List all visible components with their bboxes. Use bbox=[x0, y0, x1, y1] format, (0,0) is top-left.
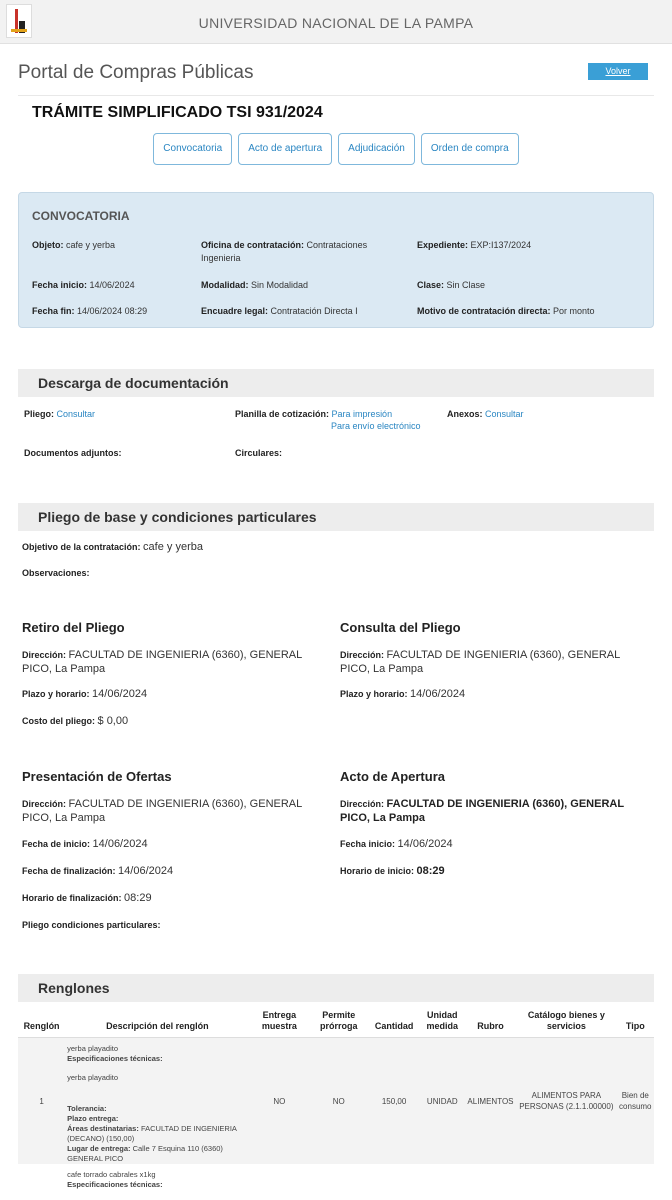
planilla-electronic-link[interactable]: Para envío electrónico bbox=[331, 421, 421, 431]
planilla-print-link[interactable]: Para impresión bbox=[331, 409, 393, 419]
consulta-plazo: Plazo y horario: 14/06/2024 bbox=[340, 688, 466, 700]
catalogo-value: ALIMENTOS PARA PERSONAS (2.1.1.00000) bbox=[516, 1038, 616, 1165]
top-bar bbox=[0, 0, 672, 44]
consulta-title: Consulta del Pliego bbox=[340, 620, 461, 635]
pliego-section-header: Pliego de base y condiciones particulares bbox=[18, 503, 654, 531]
tramite-tabs bbox=[0, 133, 672, 165]
apertura-title: Acto de Apertura bbox=[340, 769, 445, 784]
presentacion-direccion: Dirección: FACULTAD DE INGENIERIA (6360), GENERAL PICO, La Pampa bbox=[22, 798, 302, 824]
table-row bbox=[18, 1038, 654, 1165]
pliego-link[interactable]: Consultar bbox=[56, 409, 96, 419]
table-header-row bbox=[18, 1006, 654, 1038]
entrega-muestra-value: NO bbox=[250, 1038, 309, 1165]
permite-prorroga-value: NO bbox=[309, 1038, 368, 1165]
convocatoria-panel bbox=[18, 192, 654, 328]
apertura-fecha: Fecha inicio: 14/06/2024 bbox=[340, 838, 453, 850]
encuadre-field: Encuadre legal: Contratación Directa I bbox=[201, 306, 358, 316]
planilla-electronic bbox=[331, 420, 421, 432]
portal-title: Portal de Compras Públicas bbox=[18, 62, 254, 83]
cantidad-value: 150,00 bbox=[368, 1038, 419, 1165]
descarga-section-header: Descarga de documentación bbox=[18, 369, 654, 397]
university-name: UNIVERSIDAD NACIONAL DE LA PAMPA bbox=[198, 15, 474, 31]
observaciones-field: Observaciones: bbox=[22, 568, 90, 578]
col-catalogo: Catálogo bienes y servicios bbox=[516, 1006, 616, 1038]
col-rubro: Rubro bbox=[465, 1006, 516, 1038]
col-renglon: Renglón bbox=[18, 1006, 65, 1038]
tab-convocatoria[interactable]: Convocatoria bbox=[153, 133, 232, 165]
retiro-costo: Costo del pliego: $ 0,00 bbox=[22, 715, 129, 727]
circulares-field: Circulares: bbox=[235, 448, 283, 458]
col-tipo: Tipo bbox=[617, 1006, 654, 1038]
col-entrega-muestra: Entrega muestra bbox=[250, 1006, 309, 1038]
retiro-plazo: Plazo y horario: 14/06/2024 bbox=[22, 688, 148, 700]
expediente-field: Expediente: EXP:I137/2024 bbox=[417, 240, 532, 250]
col-cantidad: Cantidad bbox=[368, 1006, 419, 1038]
documentos-adjuntos-field: Documentos adjuntos: bbox=[24, 448, 122, 458]
table-row bbox=[18, 1164, 654, 1190]
presentacion-title: Presentación de Ofertas bbox=[22, 769, 172, 784]
unidad-value: UNIDAD bbox=[420, 1038, 465, 1165]
planilla-field: Planilla de cotización: Para impresión bbox=[235, 409, 393, 419]
renglon-number: 1 bbox=[18, 1038, 65, 1165]
renglones-table bbox=[18, 1006, 654, 1190]
modalidad-field: Modalidad: Sin Modalidad bbox=[201, 280, 309, 290]
oficina-field: Oficina de contratación: Contrataciones Ingenieria bbox=[201, 240, 368, 263]
consulta-direccion: Dirección: FACULTAD DE INGENIERIA (6360), GENERAL PICO, La Pampa bbox=[340, 649, 620, 675]
tab-adjudicacion[interactable]: Adjudicación bbox=[338, 133, 415, 165]
presentacion-fecha-fin: Fecha de finalización: 14/06/2024 bbox=[22, 865, 174, 877]
presentacion-condiciones: Pliego condiciones particulares: bbox=[22, 920, 161, 930]
renglones-section-header: Renglones bbox=[18, 974, 654, 1002]
retiro-title: Retiro del Pliego bbox=[22, 620, 125, 635]
objetivo-field: Objetivo de la contratación: cafe y yerba bbox=[22, 541, 203, 553]
presentacion-horario: Horario de finalización: 08:29 bbox=[22, 892, 152, 904]
convocatoria-heading: CONVOCATORIA bbox=[32, 209, 130, 223]
back-button[interactable]: Volver bbox=[588, 63, 648, 80]
retiro-direccion: Dirección: FACULTAD DE INGENIERIA (6360), GENERAL PICO, La Pampa bbox=[22, 649, 302, 675]
page-title: TRÁMITE SIMPLIFICADO TSI 931/2024 bbox=[32, 104, 323, 121]
clase-field: Clase: Sin Clase bbox=[417, 280, 486, 290]
tipo-value: Bien de consumo bbox=[617, 1038, 654, 1165]
anexos-link[interactable]: Consultar bbox=[485, 409, 524, 419]
renglon-description: yerba playadito Especificaciones técnicas: yerba playadito Tolerancia: Plazo entrega: Áreas destinatarias: FACULTAD DE INGENIERIA (DECANO) (150,00) Lugar de entrega: Calle 7 Esquina 110 (6360) GENERAL PICO bbox=[65, 1038, 249, 1165]
pliego-field: Pliego: Consultar bbox=[24, 409, 96, 419]
anexos-field: Anexos: Consultar bbox=[447, 409, 524, 419]
presentacion-fecha-inicio: Fecha de inicio: 14/06/2024 bbox=[22, 838, 148, 850]
rubro-value: ALIMENTOS bbox=[465, 1038, 516, 1165]
fecha-fin-field: Fecha fin: 14/06/2024 08:29 bbox=[32, 306, 148, 316]
col-unidad-medida: Unidad medida bbox=[420, 1006, 465, 1038]
col-descripcion: Descripción del renglón bbox=[65, 1006, 249, 1038]
apertura-direccion: Dirección: FACULTAD DE INGENIERIA (6360), GENERAL PICO, La Pampa bbox=[340, 798, 624, 824]
apertura-horario: Horario de inicio: 08:29 bbox=[340, 865, 445, 877]
col-permite-prorroga: Permite prórroga bbox=[309, 1006, 368, 1038]
objeto-field: Objeto: cafe y yerba bbox=[32, 240, 116, 250]
tab-acto-apertura[interactable]: Acto de apertura bbox=[238, 133, 332, 165]
fecha-inicio-field: Fecha inicio: 14/06/2024 bbox=[32, 280, 135, 290]
tab-orden-compra[interactable]: Orden de compra bbox=[421, 133, 519, 165]
motivo-field: Motivo de contratación directa: Por monto bbox=[417, 306, 595, 316]
portal-header bbox=[18, 58, 654, 96]
renglon-description: cafe torrado cabrales x1kg Especificaciones técnicas: bbox=[67, 1170, 163, 1189]
